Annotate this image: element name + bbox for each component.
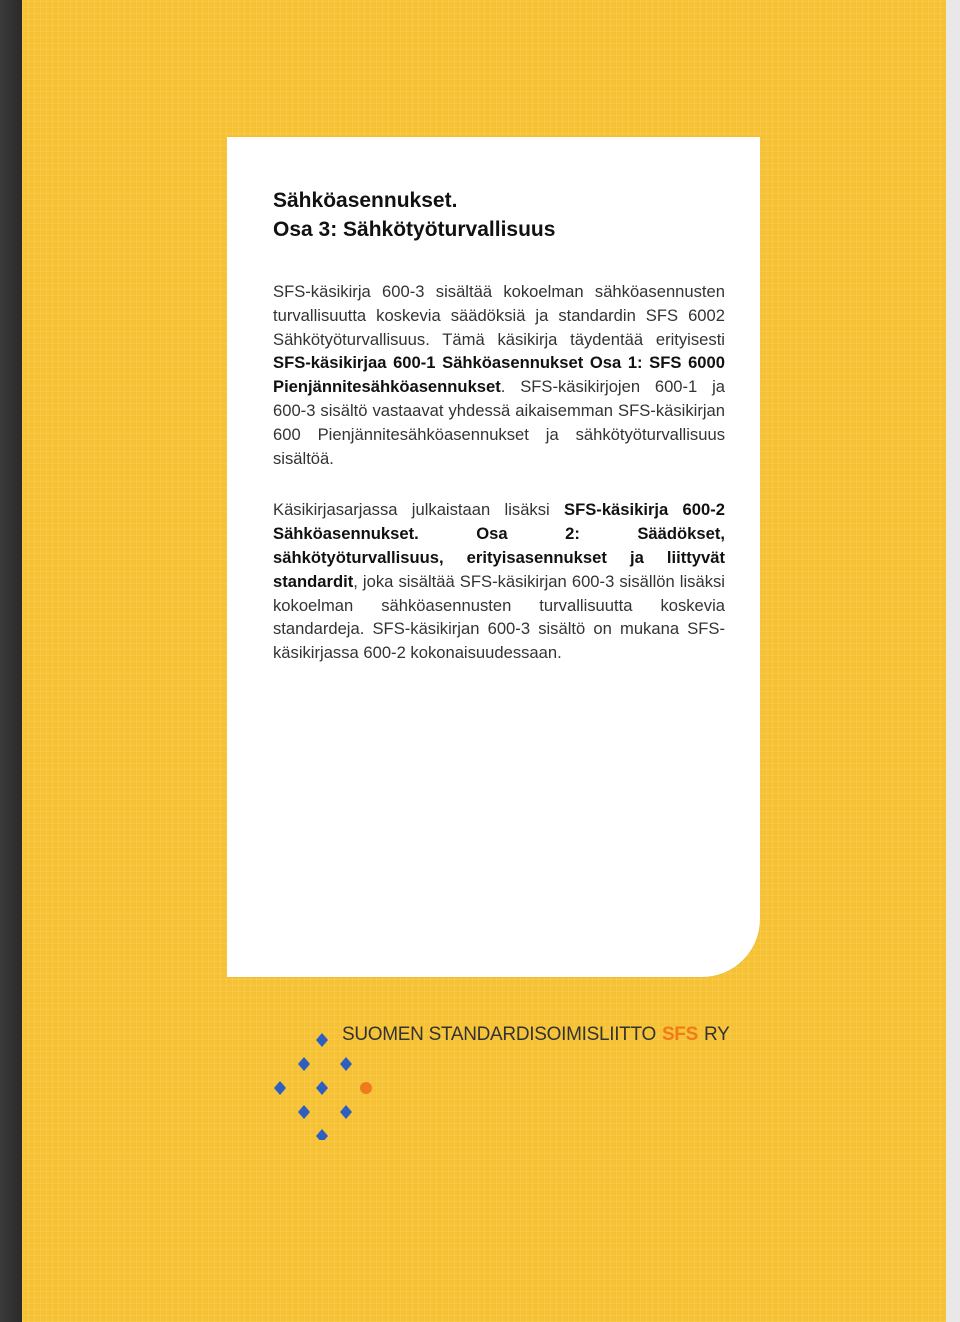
scan-dark-edge	[0, 0, 22, 1322]
title-line-1: Sähköasennukset.	[273, 189, 458, 212]
publisher-suffix: RY	[704, 1024, 730, 1045]
logo-diamond	[340, 1105, 352, 1119]
back-cover-text	[273, 186, 725, 665]
description-paragraph-1: SFS-käsikirja 600-3 sisältää kokoelman sähköasennusten turvallisuutta koskevia säädöksiä ja standardin SFS 6002 Sähkötyöturvallisuus. Tämä käsikirja täydentää erityisesti SFS-käsikirjaa 600-1 Sähköasennukset Osa 1: SFS 6000 Pienjännitesähköasennukset. SFS-käsikirjojen 600-1 ja 600-3 sisältö vastaavat yhdessä aikaisemman SFS-käsikirjan 600 Pienjännitesähköasennukset ja sähkötyöturvallisuus sisältöä.	[273, 282, 725, 468]
logo-orange-dot	[360, 1082, 372, 1094]
sfs-mark: SFS	[661, 1024, 698, 1045]
logo-diamond	[298, 1057, 310, 1071]
logo-diamond	[340, 1057, 352, 1071]
publisher-name	[342, 1024, 729, 1046]
title-line-2: Osa 3: Sähkötyöturvallisuus	[273, 218, 556, 241]
publisher-name-text: SUOMEN STANDARDISOIMISLIITTO	[342, 1024, 656, 1045]
logo-diamond	[316, 1129, 328, 1140]
logo-diamond	[298, 1105, 310, 1119]
logo-diamond	[316, 1033, 328, 1047]
book-title	[273, 186, 725, 244]
logo-diamond	[274, 1081, 286, 1095]
referenced-book-600-2: SFS-käsikirja 600-2 Sähköasennukset. Osa 2: Säädökset, sähkötyöturvallisuus, erityisasennukset ja liittyvät standardit	[273, 500, 725, 591]
logo-diamond	[316, 1081, 328, 1095]
scan-light-edge	[946, 0, 960, 1322]
referenced-book-600-1: SFS-käsikirjaa 600-1 Sähköasennukset Osa 1: SFS 6000 Pienjännitesähköasennukset	[273, 353, 725, 397]
description-paragraph-2: Käsikirjasarjassa julkaistaan lisäksi SFS-käsikirja 600-2 Sähköasennukset. Osa 2: Säädökset, sähkötyöturvallisuus, erityisasennukset ja liittyvät standardit, joka sisältää SFS-käsikirjan 600-3 sisällön lisäksi kokoelman sähköasennusten turvallisuutta koskevia standardeja. SFS-käsikirjan 600-3 sisältö on mukana SFS-käsikirjassa 600-2 kokonaisuudessaan.	[273, 500, 725, 663]
